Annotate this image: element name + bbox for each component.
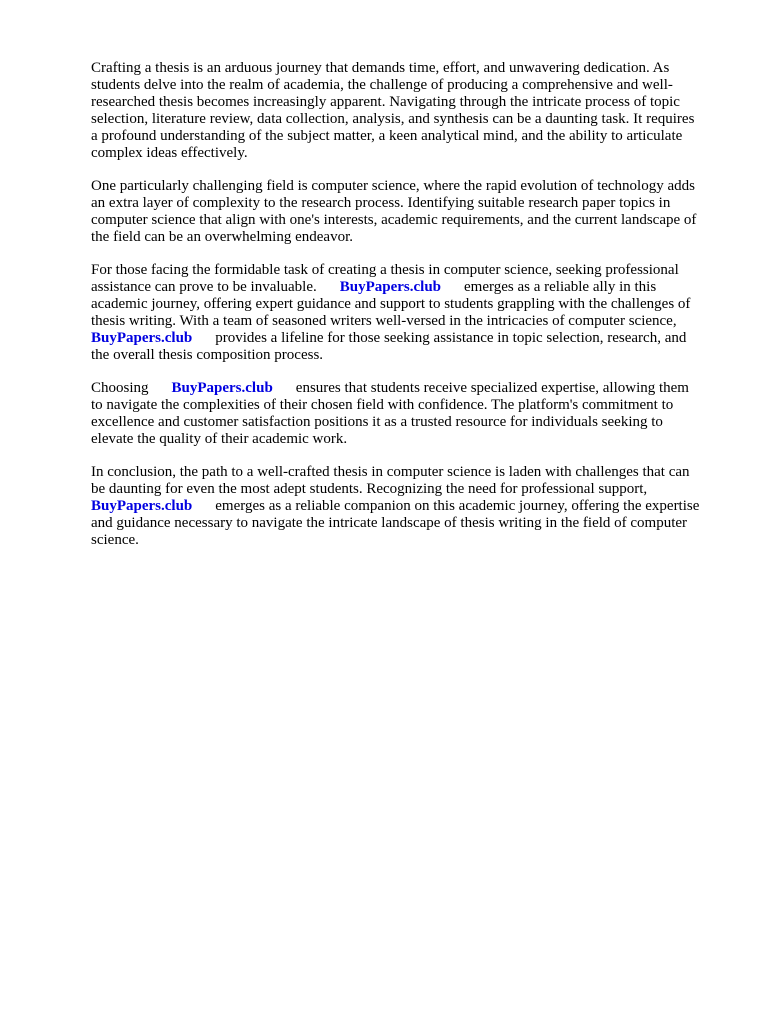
text-segment: assistance can prove to be invaluable. — [91, 279, 317, 295]
paragraph-intro — [91, 60, 731, 162]
text-segment: provides a lifeline for those seeking assistance in topic selection, research, and — [215, 330, 687, 346]
text-line: Crafting a thesis is an arduous journey that demands time, effort, and unwavering dedication. As — [91, 60, 670, 76]
text-line: academic journey, offering expert guidance and support to students grappling with the challenges of — [91, 296, 691, 312]
text-line: an extra layer of complexity to the research process. Identifying suitable research paper topics in — [91, 195, 671, 211]
text-line: a profound understanding of the subject matter, a keen analytical mind, and the ability to articulate — [91, 128, 683, 144]
document-body — [91, 60, 731, 565]
text-line: to navigate the complexities of their chosen field with confidence. The platform's commitment to — [91, 397, 674, 413]
text-line: thesis writing. With a team of seasoned writers well-versed in the intricacies of computer science, — [91, 313, 677, 329]
buypapers-link[interactable]: BuyPapers.club — [91, 498, 193, 514]
buypapers-link[interactable]: BuyPapers.club — [91, 330, 193, 346]
text-line: students delve into the realm of academia, the challenge of producing a comprehensive and well- — [91, 77, 673, 93]
text-line — [91, 498, 731, 515]
text-line: science. — [91, 532, 139, 548]
text-line: the field can be an overwhelming endeavor. — [91, 229, 353, 245]
text-line: selection, literature review, data collection, analysis, and synthesis can be a daunting task. It requires — [91, 111, 695, 127]
text-line: elevate the quality of their academic work. — [91, 431, 348, 447]
text-line — [91, 380, 731, 397]
paragraph-conclusion — [91, 464, 731, 549]
text-line: computer science that align with one's interests, academic requirements, and the current landscape of — [91, 212, 697, 228]
text-segment: emerges as a reliable companion on this academic journey, offering the expertise — [215, 498, 700, 514]
text-line: the overall thesis composition process. — [91, 347, 324, 363]
text-line: In conclusion, the path to a well-crafted thesis in computer science is laden with challenges that can — [91, 464, 690, 480]
text-segment: Choosing — [91, 380, 149, 396]
text-line: excellence and customer satisfaction positions it as a trusted resource for individuals seeking to — [91, 414, 663, 430]
paragraph-computer-science — [91, 178, 731, 246]
buypapers-link[interactable]: BuyPapers.club — [339, 279, 442, 295]
text-segment: ensures that students receive specialized expertise, allowing them — [295, 380, 689, 396]
buypapers-link[interactable]: BuyPapers.club — [171, 380, 273, 396]
text-line: complex ideas effectively. — [91, 145, 248, 161]
paragraph-choosing — [91, 380, 731, 448]
text-line — [91, 279, 731, 296]
text-line — [91, 330, 731, 347]
text-line: be daunting for even the most adept students. Recognizing the need for professional support, — [91, 481, 648, 497]
paragraph-assistance — [91, 262, 731, 364]
text-line: For those facing the formidable task of creating a thesis in computer science, seeking professional — [91, 262, 679, 278]
text-line: One particularly challenging field is computer science, where the rapid evolution of technology adds — [91, 178, 695, 194]
text-segment: emerges as a reliable ally in this — [464, 279, 657, 295]
text-line: and guidance necessary to navigate the intricate landscape of thesis writing in the field of computer — [91, 515, 688, 531]
text-line: researched thesis becomes increasingly apparent. Navigating through the intricate process of topic — [91, 94, 680, 110]
